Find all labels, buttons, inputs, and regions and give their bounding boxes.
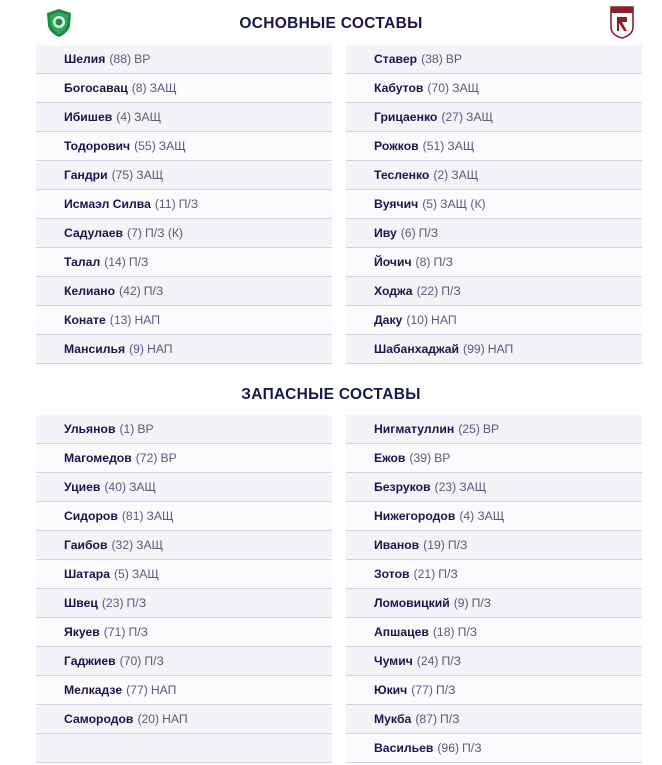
player-position: П/З xyxy=(128,255,149,269)
player-position: ЗАЩ xyxy=(451,168,479,182)
subs-away-list xyxy=(346,415,642,763)
player-name: Безруков xyxy=(374,480,431,494)
subs-home-list xyxy=(36,415,332,763)
player-row xyxy=(346,502,642,531)
player-position: ВР xyxy=(134,52,151,66)
player-row xyxy=(346,444,642,473)
player-number: (10) xyxy=(406,313,429,327)
player-name: Мансилья xyxy=(64,342,126,356)
player-name: Зотов xyxy=(374,567,410,581)
player-row xyxy=(346,103,642,132)
player-number: (40) xyxy=(104,480,127,494)
player-number: (6) xyxy=(400,226,416,240)
player-row xyxy=(346,734,642,763)
player-number: (99) xyxy=(463,342,485,356)
player-number: (11) xyxy=(154,197,176,211)
player-number: (22) xyxy=(416,284,439,298)
player-row xyxy=(346,531,642,560)
player-position: П/З xyxy=(126,596,147,610)
player-row xyxy=(346,415,642,444)
player-position: ЗАЩ xyxy=(459,480,487,494)
player-name: Нижегородов xyxy=(374,509,456,523)
player-row xyxy=(36,190,332,219)
player-row xyxy=(346,560,642,589)
player-number: (14) xyxy=(104,255,126,269)
player-row xyxy=(36,74,332,103)
player-number: (21) xyxy=(413,567,436,581)
player-number: (27) xyxy=(441,110,464,124)
player-number: (77) xyxy=(126,683,148,697)
player-name: Грицаенко xyxy=(374,110,438,124)
player-number: (87) xyxy=(415,712,438,726)
player-number: (5) xyxy=(422,197,438,211)
player-position: ВР xyxy=(434,451,451,465)
player-name: Исмаэл Силва xyxy=(64,197,151,211)
player-position: ЗАЩ (К) xyxy=(440,197,486,211)
player-row xyxy=(346,161,642,190)
player-name: Ломовицкий xyxy=(374,596,450,610)
player-row xyxy=(36,335,332,364)
player-name: Ибишев xyxy=(64,110,113,124)
player-number: (38) xyxy=(421,52,443,66)
player-row xyxy=(346,473,642,502)
player-name: Иванов xyxy=(374,538,420,552)
player-name: Ульянов xyxy=(64,422,116,436)
player-position: П/З xyxy=(471,596,492,610)
player-name: Конате xyxy=(64,313,106,327)
player-number: (24) xyxy=(416,654,439,668)
player-row xyxy=(36,705,332,734)
player-row xyxy=(36,277,332,306)
player-name: Вуячич xyxy=(374,197,419,211)
player-row xyxy=(36,306,332,335)
player-number: (25) xyxy=(458,422,480,436)
player-row xyxy=(36,161,332,190)
player-row xyxy=(36,132,332,161)
player-number: (51) xyxy=(422,139,445,153)
player-number: (20) xyxy=(137,712,160,726)
player-position: ЗАЩ xyxy=(134,110,162,124)
player-row xyxy=(36,560,332,589)
player-position: П/З xyxy=(441,654,461,668)
player-row xyxy=(346,335,642,364)
player-name: Талал xyxy=(64,255,101,269)
player-name: Даку xyxy=(374,313,403,327)
player-position: ЗАЩ xyxy=(136,538,164,552)
player-row xyxy=(36,589,332,618)
player-position: ЗАЩ xyxy=(466,110,493,124)
player-position: П/З (К) xyxy=(144,226,184,240)
player-number: (9) xyxy=(453,596,469,610)
player-name: Ходжа xyxy=(374,284,413,298)
player-name: Богосавац xyxy=(64,81,128,95)
player-number: (5) xyxy=(114,567,129,581)
player-position: НАП xyxy=(487,342,514,356)
player-number: (32) xyxy=(111,538,134,552)
player-name: Гаджиев xyxy=(64,654,116,668)
player-position: НАП xyxy=(146,342,173,356)
player-name: Тесленко xyxy=(374,168,430,182)
player-name: Иву xyxy=(374,226,397,240)
player-position: П/З xyxy=(440,712,460,726)
section-title-subs: ЗАПАСНЫЕ СОСТАВЫ xyxy=(241,386,421,403)
player-name: Шатара xyxy=(64,567,110,581)
player-position: П/З xyxy=(447,538,468,552)
player-name: Сидоров xyxy=(64,509,118,523)
player-row xyxy=(346,589,642,618)
player-row xyxy=(346,705,642,734)
player-row xyxy=(346,74,642,103)
player-position: П/З xyxy=(457,625,478,639)
player-name: Нигматуллин xyxy=(374,422,455,436)
player-position: ЗАЩ xyxy=(149,81,177,95)
player-row xyxy=(346,618,642,647)
player-row xyxy=(346,190,642,219)
player-position: ВР xyxy=(137,422,154,436)
player-position: П/З xyxy=(418,226,439,240)
player-number: (72) xyxy=(135,451,158,465)
player-position: П/З xyxy=(178,197,199,211)
player-position: НАП xyxy=(150,683,177,697)
player-position: НАП xyxy=(431,313,457,327)
player-row xyxy=(36,676,332,705)
player-row xyxy=(36,647,332,676)
player-name: Магомедов xyxy=(64,451,132,465)
player-name: Гаибов xyxy=(64,538,108,552)
player-position: П/З xyxy=(433,255,453,269)
player-position: ЗАЩ xyxy=(477,509,505,523)
player-position: П/З xyxy=(143,284,164,298)
player-name: Шабанхаджай xyxy=(374,342,460,356)
player-name: Мукба xyxy=(374,712,412,726)
player-number: (70) xyxy=(427,81,450,95)
player-name: Тодорович xyxy=(64,139,131,153)
player-number: (19) xyxy=(423,538,445,552)
player-number: (18) xyxy=(432,625,455,639)
player-name: Якуев xyxy=(64,625,100,639)
player-number: (13) xyxy=(109,313,132,327)
player-position: П/З xyxy=(128,625,148,639)
player-row xyxy=(346,306,642,335)
player-number: (77) xyxy=(411,683,433,697)
player-number: (81) xyxy=(121,509,144,523)
player-number: (9) xyxy=(129,342,144,356)
section-title-starting: ОСНОВНЫЕ СОСТАВЫ xyxy=(239,15,423,32)
player-number: (75) xyxy=(111,168,134,182)
player-number: (71) xyxy=(103,625,126,639)
player-row xyxy=(36,444,332,473)
player-position: П/З xyxy=(144,654,164,668)
player-name: Юкич xyxy=(374,683,408,697)
player-number: (4) xyxy=(116,110,132,124)
player-number: (23) xyxy=(434,480,457,494)
player-position: ЗАЩ xyxy=(452,81,480,95)
player-number: (7) xyxy=(127,226,142,240)
player-row xyxy=(346,132,642,161)
starting-home-list xyxy=(36,45,332,364)
player-number: (2) xyxy=(433,168,449,182)
player-name: Чумич xyxy=(374,654,413,668)
player-row xyxy=(36,415,332,444)
player-row xyxy=(346,676,642,705)
player-position: ЗАЩ xyxy=(131,567,159,581)
player-position: ЗАЩ xyxy=(129,480,156,494)
player-name: Рожков xyxy=(374,139,419,153)
player-position: ЗАЩ xyxy=(136,168,164,182)
player-position: НАП xyxy=(134,313,161,327)
player-position: ЗАЩ xyxy=(146,509,174,523)
player-number: (70) xyxy=(119,654,142,668)
player-number: (1) xyxy=(119,422,135,436)
player-position: ЗАЩ xyxy=(447,139,475,153)
player-row xyxy=(346,647,642,676)
player-position: НАП xyxy=(162,712,188,726)
player-position: П/З xyxy=(462,741,482,755)
player-name: Шелия xyxy=(64,52,106,66)
player-position: ВР xyxy=(482,422,500,436)
player-row xyxy=(36,502,332,531)
player-number: (96) xyxy=(437,741,460,755)
player-name: Келиано xyxy=(64,284,116,298)
player-number: (8) xyxy=(131,81,147,95)
player-number: (4) xyxy=(459,509,475,523)
player-name: Ежов xyxy=(374,451,406,465)
player-row xyxy=(36,618,332,647)
player-row xyxy=(36,473,332,502)
player-position: ВР xyxy=(445,52,463,66)
player-number: (8) xyxy=(415,255,431,269)
player-number: (23) xyxy=(101,596,124,610)
player-name: Уциев xyxy=(64,480,101,494)
player-position: П/З xyxy=(435,683,456,697)
player-name: Йочич xyxy=(374,255,412,269)
player-name: Ставер xyxy=(374,52,418,66)
player-position: ЗАЩ xyxy=(158,139,186,153)
player-name: Кабутов xyxy=(374,81,424,95)
player-name: Апшацев xyxy=(374,625,429,639)
player-name: Самородов xyxy=(64,712,134,726)
player-row xyxy=(346,219,642,248)
player-row xyxy=(36,45,332,74)
player-position: П/З xyxy=(441,284,461,298)
player-row xyxy=(346,248,642,277)
player-number: (88) xyxy=(109,52,132,66)
player-position: ВР xyxy=(160,451,177,465)
player-name: Садулаев xyxy=(64,226,124,240)
player-row xyxy=(36,103,332,132)
player-row xyxy=(346,277,642,306)
player-number: (42) xyxy=(119,284,141,298)
player-position: П/З xyxy=(438,567,458,581)
player-number: (39) xyxy=(409,451,432,465)
player-name: Гандри xyxy=(64,168,108,182)
player-name: Швец xyxy=(64,596,98,610)
rubin-crest-icon xyxy=(609,5,635,39)
empty-row xyxy=(36,734,332,763)
starting-away-list xyxy=(346,45,642,364)
player-number: (55) xyxy=(134,139,156,153)
player-name: Мелкадзе xyxy=(64,683,123,697)
player-row xyxy=(36,248,332,277)
player-row xyxy=(346,45,642,74)
player-row xyxy=(36,531,332,560)
player-row xyxy=(36,219,332,248)
player-name: Васильев xyxy=(374,741,434,755)
